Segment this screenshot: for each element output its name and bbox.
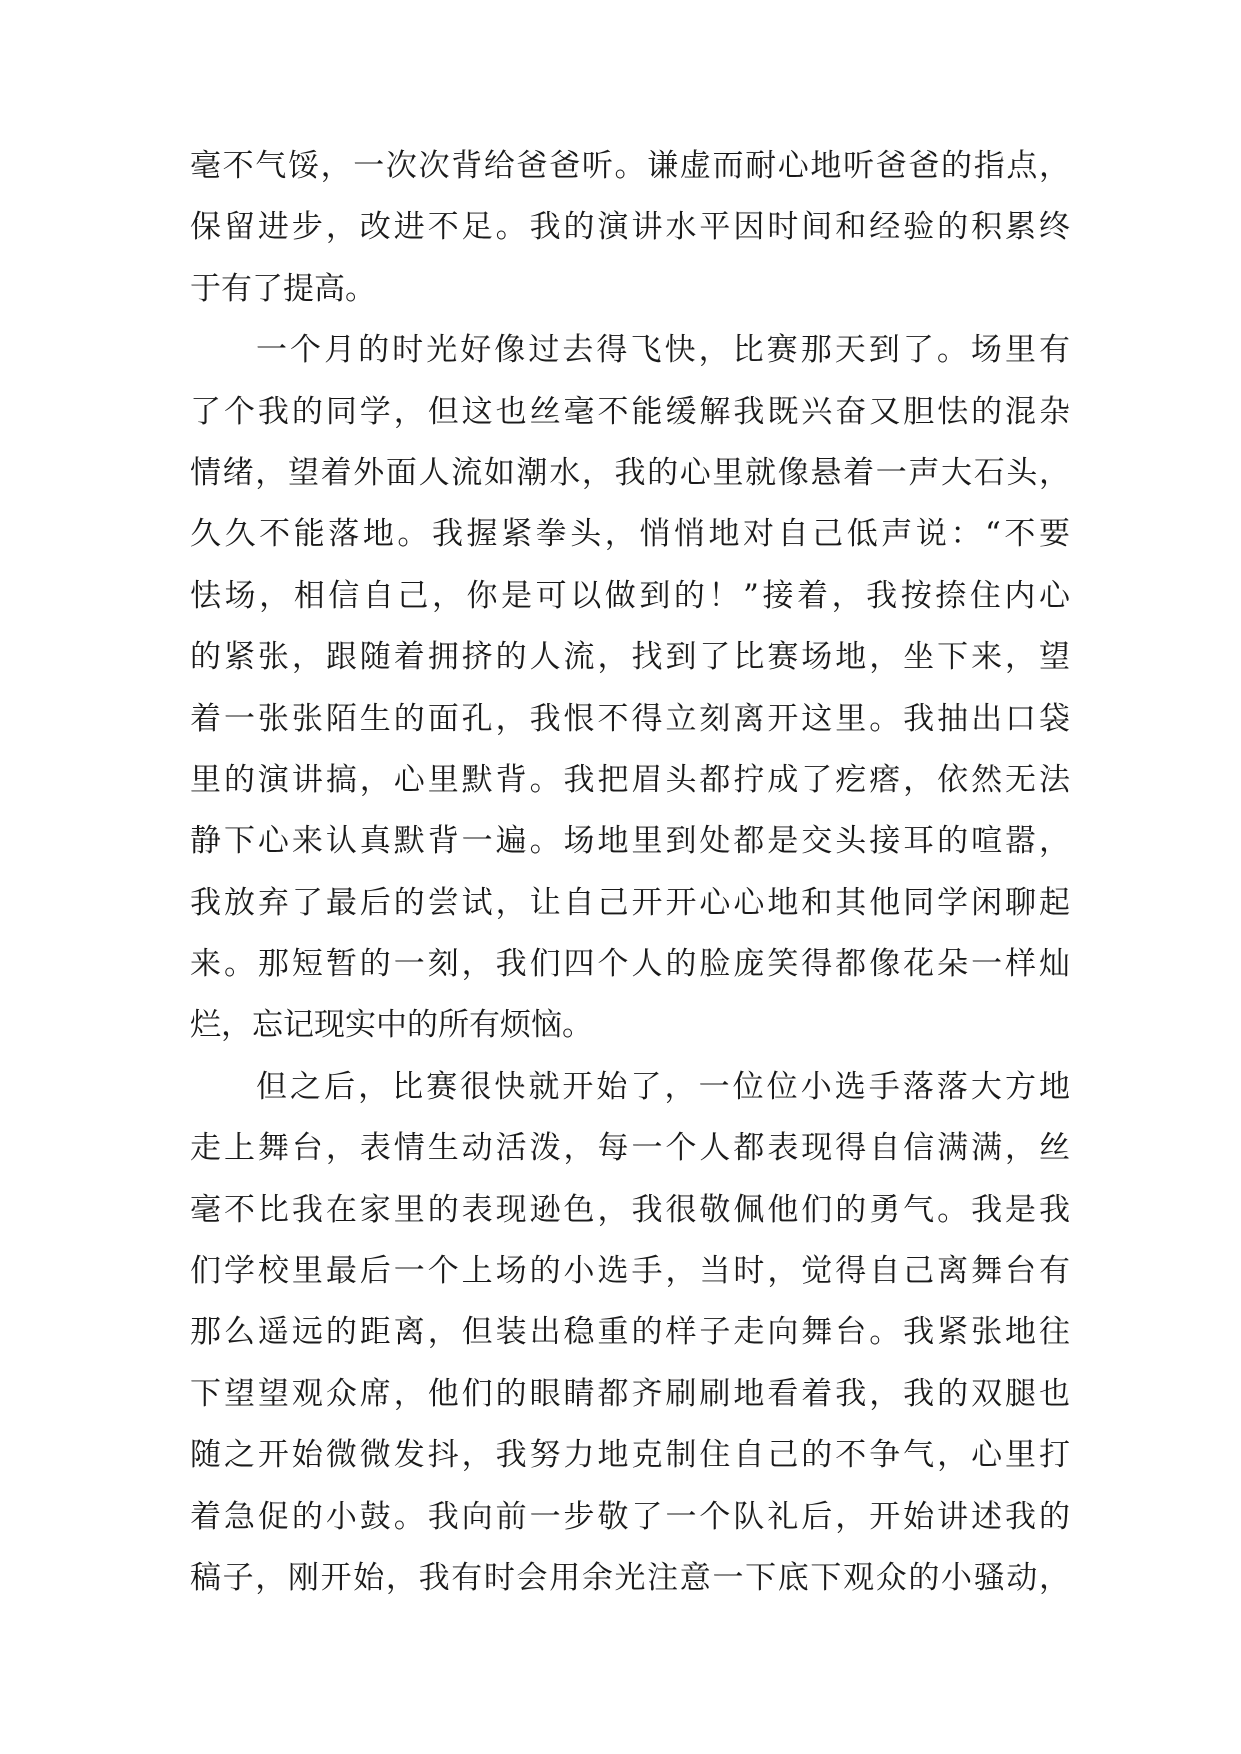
text-line: 稿子，刚开始，我有时会用余光注意一下底下观众的小骚动， xyxy=(190,1559,1070,1596)
text-line: 静下心来认真默背一遍。场地里到处都是交头接耳的喧嚣， xyxy=(190,823,1070,860)
text-line: 那么遥远的距离，但装出稳重的样子走向舞台。我紧张地往 xyxy=(190,1314,1070,1351)
text-line: 随之开始微微发抖，我努力地克制住自己的不争气，心里打 xyxy=(190,1437,1070,1474)
text-line: 怯场，相信自己，你是可以做到的！”接着，我按捺住内心 xyxy=(190,577,1070,614)
text-line: 毫不气馁，一次次背给爸爸听。谦虚而耐心地听爸爸的指点， xyxy=(190,148,1070,184)
text-line: 一个月的时光好像过去得飞快，比赛那天到了。场里有 xyxy=(256,332,1070,369)
text-line: 我放弃了最后的尝试，让自己开开心心地和其他同学闲聊起 xyxy=(190,884,1070,921)
text-line: 毫不比我在家里的表现逊色，我很敬佩他们的勇气。我是我 xyxy=(190,1191,1070,1228)
text-line: 着一张张陌生的面孔，我恨不得立刻离开这里。我抽出口袋 xyxy=(190,700,1070,737)
text-line: 着急促的小鼓。我向前一步敬了一个队礼后，开始讲述我的 xyxy=(190,1498,1070,1535)
text-line: 走上舞台，表情生动活泼，每一个人都表现得自信满满，丝 xyxy=(190,1130,1070,1167)
text-line: 来。那短暂的一刻，我们四个人的脸庞笑得都像花朵一样灿 xyxy=(190,946,1070,983)
body-text xyxy=(190,136,1070,1609)
text-line: 们学校里最后一个上场的小选手，当时，觉得自己离舞台有 xyxy=(190,1253,1070,1290)
text-line: 情绪，望着外面人流如潮水，我的心里就像悬着一声大石头， xyxy=(190,454,1070,491)
text-line: 于有了提高。 xyxy=(190,270,376,307)
text-line: 下望望观众席，他们的眼睛都齐刷刷地看着我，我的双腿也 xyxy=(190,1375,1070,1412)
text-line: 了个我的同学，但这也丝毫不能缓解我既兴奋又胆怯的混杂 xyxy=(190,393,1070,430)
text-line: 保留进步，改进不足。我的演讲水平因时间和经验的积累终 xyxy=(190,209,1070,246)
text-line: 里的演讲搞，心里默背。我把眉头都拧成了疙瘩，依然无法 xyxy=(190,761,1070,798)
text-line: 久久不能落地。我握紧拳头，悄悄地对自己低声说：“不要 xyxy=(190,516,1070,553)
text-line: 但之后，比赛很快就开始了，一位位小选手落落大方地 xyxy=(256,1068,1070,1105)
text-line: 的紧张，跟随着拥挤的人流，找到了比赛场地，坐下来，望 xyxy=(190,639,1070,676)
text-line: 烂，忘记现实中的所有烦恼。 xyxy=(190,1007,593,1044)
